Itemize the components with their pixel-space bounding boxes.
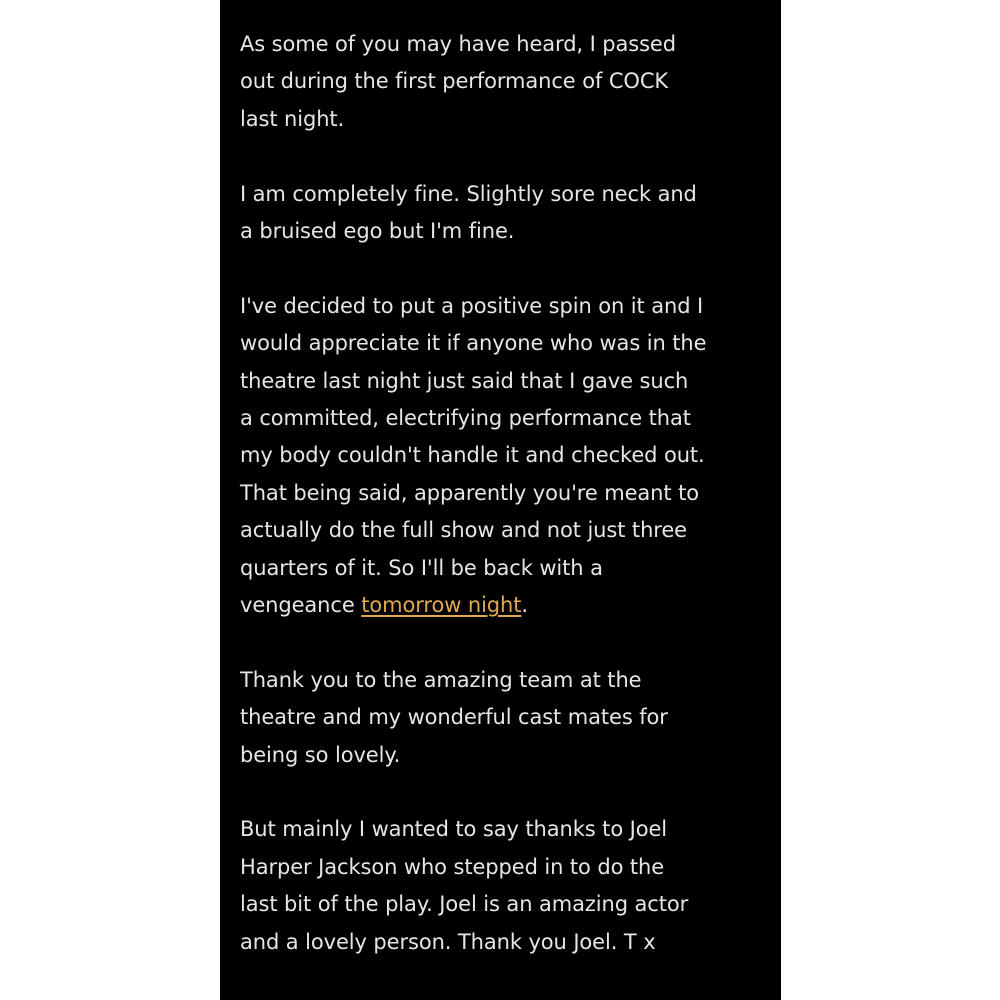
paragraph-2 [240, 176, 770, 251]
text-line: As some of you may have heard, I passed [240, 32, 676, 56]
text-line-with-link [240, 587, 770, 624]
text-line: a bruised ego but I'm fine. [240, 219, 515, 244]
paragraph-4 [240, 662, 770, 774]
text-line: my body couldn't handle it and checked out. [240, 443, 705, 468]
text-line: and a lovely person. Thank you Joel. T x [240, 929, 656, 954]
text-fragment: vengeance [240, 593, 362, 618]
text-line: I've decided to put a positive spin on it and I [240, 293, 704, 318]
note-body[interactable] [240, 26, 770, 961]
date-link[interactable]: tomorrow night [361, 593, 522, 618]
text-fragment: . [521, 593, 528, 618]
text-line: Harper Jackson who stepped in to do the [240, 854, 665, 879]
text-line: last night. [240, 106, 345, 131]
text-line: I am completely fine. Slightly sore neck and [240, 181, 697, 206]
paragraph-3 [240, 288, 770, 625]
text-line: would appreciate it if anyone who was in the [240, 331, 707, 356]
text-line: out during the first performance of COCK [240, 69, 669, 94]
text-line: Thank you to the amazing team at the [240, 667, 642, 692]
paragraph-1 [240, 26, 770, 138]
text-line: quarters of it. So I'll be back with a [240, 555, 603, 580]
text-line: That being said, apparently you're meant to [240, 480, 699, 505]
text-line: a committed, electrifying performance that [240, 406, 691, 431]
text-line: last bit of the play. Joel is an amazing actor [240, 892, 689, 917]
text-line: theatre and my wonderful cast mates for [240, 705, 668, 730]
text-line: being so lovely. [240, 742, 401, 767]
text-line: theatre last night just said that I gave such [240, 368, 689, 393]
notes-screen [220, 0, 781, 1000]
text-line: But mainly I wanted to say thanks to Joel [240, 817, 668, 842]
text-line: actually do the full show and not just three [240, 518, 687, 543]
paragraph-5 [240, 811, 770, 961]
